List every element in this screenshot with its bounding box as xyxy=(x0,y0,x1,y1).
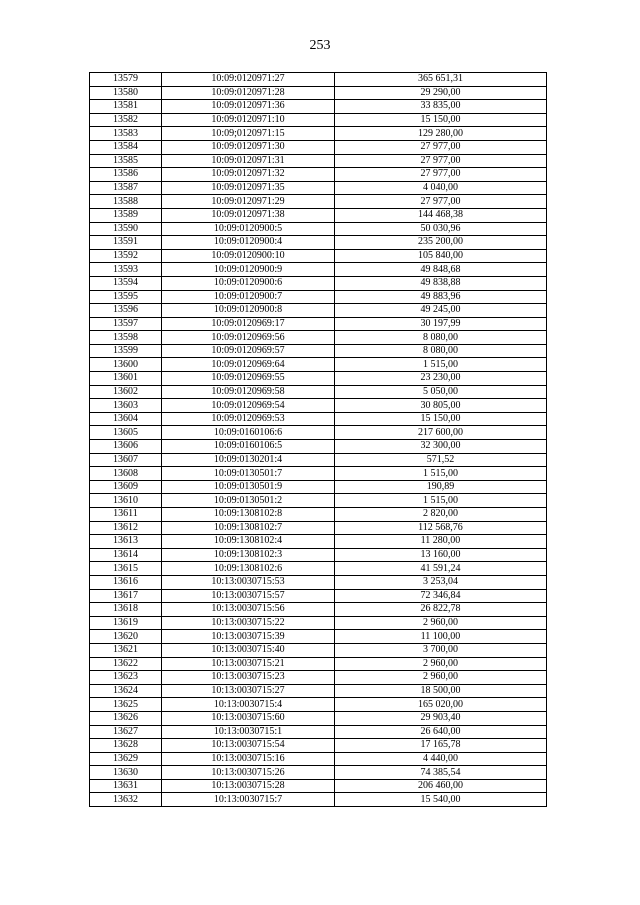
value-cell: 72 346,84 xyxy=(335,589,547,603)
table-row xyxy=(90,630,547,644)
cadastral-number-cell: 10:13:0030715:22 xyxy=(162,616,335,630)
value-cell: 49 245,00 xyxy=(335,304,547,318)
cadastral-number-cell: 10:09:0120971:31 xyxy=(162,154,335,168)
cadastral-number-cell: 10:09:0120971:29 xyxy=(162,195,335,209)
table-row xyxy=(90,643,547,657)
table-row xyxy=(90,521,547,535)
value-cell: 5 050,00 xyxy=(335,385,547,399)
table-row xyxy=(90,603,547,617)
row-number-cell: 13581 xyxy=(90,100,162,114)
row-number-cell: 13631 xyxy=(90,779,162,793)
row-number-cell: 13597 xyxy=(90,317,162,331)
cadastral-number-cell: 10:09:0120971:36 xyxy=(162,100,335,114)
table-row xyxy=(90,440,547,454)
row-number-cell: 13602 xyxy=(90,385,162,399)
cadastral-number-cell: 10:09;0120971:15 xyxy=(162,127,335,141)
row-number-cell: 13601 xyxy=(90,372,162,386)
value-cell: 15 540,00 xyxy=(335,793,547,807)
table-row xyxy=(90,222,547,236)
value-cell: 112 568,76 xyxy=(335,521,547,535)
value-cell: 50 030,96 xyxy=(335,222,547,236)
value-cell: 11 100,00 xyxy=(335,630,547,644)
table-row xyxy=(90,684,547,698)
cadastral-number-cell: 10:13:0030715:1 xyxy=(162,725,335,739)
table-row xyxy=(90,616,547,630)
cadastral-number-cell: 10:09:0120971:30 xyxy=(162,140,335,154)
value-cell: 3 253,04 xyxy=(335,575,547,589)
value-cell: 2 960,00 xyxy=(335,671,547,685)
row-number-cell: 13617 xyxy=(90,589,162,603)
row-number-cell: 13609 xyxy=(90,480,162,494)
value-cell: 105 840,00 xyxy=(335,249,547,263)
row-number-cell: 13607 xyxy=(90,453,162,467)
row-number-cell: 13593 xyxy=(90,263,162,277)
row-number-cell: 13585 xyxy=(90,154,162,168)
value-cell: 235 200,00 xyxy=(335,236,547,250)
value-cell: 32 300,00 xyxy=(335,440,547,454)
cadastral-number-cell: 10:09:1308102:3 xyxy=(162,548,335,562)
cadastral-number-cell: 10:13:0030715:28 xyxy=(162,779,335,793)
cadastral-number-cell: 10:09:1308102:7 xyxy=(162,521,335,535)
row-number-cell: 13615 xyxy=(90,562,162,576)
value-cell: 129 280,00 xyxy=(335,127,547,141)
row-number-cell: 13598 xyxy=(90,331,162,345)
row-number-cell: 13623 xyxy=(90,671,162,685)
table-row xyxy=(90,331,547,345)
value-cell: 49 883,96 xyxy=(335,290,547,304)
row-number-cell: 13583 xyxy=(90,127,162,141)
table-row xyxy=(90,535,547,549)
table-row xyxy=(90,100,547,114)
table-row xyxy=(90,127,547,141)
table-row xyxy=(90,399,547,413)
value-cell: 2 960,00 xyxy=(335,616,547,630)
table-row xyxy=(90,372,547,386)
cadastral-number-cell: 10:09:0120971:38 xyxy=(162,208,335,222)
cadastral-number-cell: 10:13:0030715:4 xyxy=(162,698,335,712)
cadastral-number-cell: 10:09:0130501:7 xyxy=(162,467,335,481)
value-cell: 18 500,00 xyxy=(335,684,547,698)
table-row xyxy=(90,358,547,372)
value-cell: 15 150,00 xyxy=(335,113,547,127)
cadastral-number-cell: 10:09:0120971:27 xyxy=(162,73,335,87)
table-row xyxy=(90,698,547,712)
table-body xyxy=(90,73,547,807)
table-row xyxy=(90,575,547,589)
table-row xyxy=(90,208,547,222)
value-cell: 74 385,54 xyxy=(335,766,547,780)
value-cell: 30 197,99 xyxy=(335,317,547,331)
value-cell: 30 805,00 xyxy=(335,399,547,413)
value-cell: 2 820,00 xyxy=(335,508,547,522)
row-number-cell: 13626 xyxy=(90,711,162,725)
table-row xyxy=(90,480,547,494)
row-number-cell: 13632 xyxy=(90,793,162,807)
table-row xyxy=(90,779,547,793)
value-cell: 571,52 xyxy=(335,453,547,467)
row-number-cell: 13611 xyxy=(90,508,162,522)
cadastral-number-cell: 10:09:0130501:9 xyxy=(162,480,335,494)
cadastral-number-cell: 10:13:0030715:53 xyxy=(162,575,335,589)
cadastral-number-cell: 10:09:0120969:58 xyxy=(162,385,335,399)
value-cell: 26 822,78 xyxy=(335,603,547,617)
value-cell: 17 165,78 xyxy=(335,739,547,753)
cadastral-number-cell: 10:13:0030715:21 xyxy=(162,657,335,671)
row-number-cell: 13594 xyxy=(90,276,162,290)
cadastral-number-cell: 10:09:0120971:32 xyxy=(162,168,335,182)
table-row xyxy=(90,113,547,127)
value-cell: 13 160,00 xyxy=(335,548,547,562)
value-cell: 15 150,00 xyxy=(335,412,547,426)
cadastral-number-cell: 10:13:0030715:40 xyxy=(162,643,335,657)
row-number-cell: 13584 xyxy=(90,140,162,154)
row-number-cell: 13589 xyxy=(90,208,162,222)
table-row xyxy=(90,793,547,807)
row-number-cell: 13603 xyxy=(90,399,162,413)
table-row xyxy=(90,467,547,481)
table-row xyxy=(90,181,547,195)
value-cell: 2 960,00 xyxy=(335,657,547,671)
row-number-cell: 13630 xyxy=(90,766,162,780)
table-row xyxy=(90,290,547,304)
table-row xyxy=(90,140,547,154)
row-number-cell: 13600 xyxy=(90,358,162,372)
row-number-cell: 13621 xyxy=(90,643,162,657)
value-cell: 190,89 xyxy=(335,480,547,494)
row-number-cell: 13624 xyxy=(90,684,162,698)
table-row xyxy=(90,344,547,358)
cadastral-number-cell: 10:09:0130201:4 xyxy=(162,453,335,467)
value-cell: 4 040,00 xyxy=(335,181,547,195)
row-number-cell: 13605 xyxy=(90,426,162,440)
cadastral-number-cell: 10:09:1308102:8 xyxy=(162,508,335,522)
table-row xyxy=(90,195,547,209)
cadastral-number-cell: 10:09:0160106:6 xyxy=(162,426,335,440)
row-number-cell: 13622 xyxy=(90,657,162,671)
cadastral-number-cell: 10:09:0120969:54 xyxy=(162,399,335,413)
value-cell: 1 515,00 xyxy=(335,467,547,481)
table-row xyxy=(90,453,547,467)
value-cell: 27 977,00 xyxy=(335,154,547,168)
value-cell: 26 640,00 xyxy=(335,725,547,739)
cadastral-number-cell: 10:09:0120969:17 xyxy=(162,317,335,331)
row-number-cell: 13595 xyxy=(90,290,162,304)
table-row xyxy=(90,154,547,168)
value-cell: 3 700,00 xyxy=(335,643,547,657)
row-number-cell: 13629 xyxy=(90,752,162,766)
table-row xyxy=(90,317,547,331)
cadastral-number-cell: 10:09:0120969:53 xyxy=(162,412,335,426)
cadastral-number-cell: 10:09:0120900:9 xyxy=(162,263,335,277)
table-row xyxy=(90,739,547,753)
value-cell: 8 080,00 xyxy=(335,344,547,358)
table-row xyxy=(90,426,547,440)
row-number-cell: 13591 xyxy=(90,236,162,250)
value-cell: 23 230,00 xyxy=(335,372,547,386)
cadastral-number-cell: 10:13:0030715:60 xyxy=(162,711,335,725)
row-number-cell: 13625 xyxy=(90,698,162,712)
row-number-cell: 13590 xyxy=(90,222,162,236)
cadastral-number-cell: 10:09:0120900:5 xyxy=(162,222,335,236)
table-row xyxy=(90,276,547,290)
table-row xyxy=(90,671,547,685)
row-number-cell: 13604 xyxy=(90,412,162,426)
cadastral-number-cell: 10:09:0120969:64 xyxy=(162,358,335,372)
row-number-cell: 13628 xyxy=(90,739,162,753)
value-cell: 27 977,00 xyxy=(335,195,547,209)
row-number-cell: 13580 xyxy=(90,86,162,100)
registry-table xyxy=(89,72,547,807)
cadastral-number-cell: 10:09:0120900:7 xyxy=(162,290,335,304)
value-cell: 49 838,88 xyxy=(335,276,547,290)
cadastral-number-cell: 10:09:0120900:8 xyxy=(162,304,335,318)
row-number-cell: 13627 xyxy=(90,725,162,739)
cadastral-number-cell: 10:13:0030715:39 xyxy=(162,630,335,644)
cadastral-number-cell: 10:13:0030715:54 xyxy=(162,739,335,753)
cadastral-number-cell: 10:13:0030715:56 xyxy=(162,603,335,617)
row-number-cell: 13587 xyxy=(90,181,162,195)
table-row xyxy=(90,711,547,725)
table-row xyxy=(90,73,547,87)
cadastral-number-cell: 10:13:0030715:7 xyxy=(162,793,335,807)
table-row xyxy=(90,548,547,562)
value-cell: 49 848,68 xyxy=(335,263,547,277)
table-row xyxy=(90,589,547,603)
table-row xyxy=(90,412,547,426)
row-number-cell: 13579 xyxy=(90,73,162,87)
row-number-cell: 13618 xyxy=(90,603,162,617)
row-number-cell: 13592 xyxy=(90,249,162,263)
value-cell: 29 903,40 xyxy=(335,711,547,725)
cadastral-number-cell: 10:09:0120969:57 xyxy=(162,344,335,358)
row-number-cell: 13612 xyxy=(90,521,162,535)
row-number-cell: 13586 xyxy=(90,168,162,182)
cadastral-number-cell: 10:09:0120900:10 xyxy=(162,249,335,263)
row-number-cell: 13619 xyxy=(90,616,162,630)
row-number-cell: 13606 xyxy=(90,440,162,454)
value-cell: 4 440,00 xyxy=(335,752,547,766)
value-cell: 29 290,00 xyxy=(335,86,547,100)
cadastral-number-cell: 10:09:0120971:35 xyxy=(162,181,335,195)
table-row xyxy=(90,766,547,780)
cadastral-number-cell: 10:09:0120969:56 xyxy=(162,331,335,345)
page-number: 253 xyxy=(309,38,331,53)
value-cell: 206 460,00 xyxy=(335,779,547,793)
cadastral-number-cell: 10:09:1308102:4 xyxy=(162,535,335,549)
table-row xyxy=(90,304,547,318)
row-number-cell: 13582 xyxy=(90,113,162,127)
value-cell: 8 080,00 xyxy=(335,331,547,345)
row-number-cell: 13599 xyxy=(90,344,162,358)
table-row xyxy=(90,385,547,399)
cadastral-number-cell: 10:09:0120969:55 xyxy=(162,372,335,386)
value-cell: 11 280,00 xyxy=(335,535,547,549)
table-row xyxy=(90,263,547,277)
value-cell: 165 020,00 xyxy=(335,698,547,712)
value-cell: 144 468,38 xyxy=(335,208,547,222)
cadastral-number-cell: 10:09:0120900:6 xyxy=(162,276,335,290)
value-cell: 27 977,00 xyxy=(335,140,547,154)
value-cell: 1 515,00 xyxy=(335,494,547,508)
value-cell: 1 515,00 xyxy=(335,358,547,372)
row-number-cell: 13610 xyxy=(90,494,162,508)
value-cell: 27 977,00 xyxy=(335,168,547,182)
table-row xyxy=(90,752,547,766)
row-number-cell: 13596 xyxy=(90,304,162,318)
table-row xyxy=(90,86,547,100)
cadastral-number-cell: 10:13:0030715:16 xyxy=(162,752,335,766)
row-number-cell: 13613 xyxy=(90,535,162,549)
cadastral-number-cell: 10:09:0120971:28 xyxy=(162,86,335,100)
row-number-cell: 13588 xyxy=(90,195,162,209)
cadastral-number-cell: 10:09:0120971:10 xyxy=(162,113,335,127)
cadastral-number-cell: 10:13:0030715:23 xyxy=(162,671,335,685)
value-cell: 41 591,24 xyxy=(335,562,547,576)
cadastral-number-cell: 10:09:0130501:2 xyxy=(162,494,335,508)
value-cell: 217 600,00 xyxy=(335,426,547,440)
row-number-cell: 13616 xyxy=(90,575,162,589)
table-row xyxy=(90,657,547,671)
cadastral-number-cell: 10:13:0030715:26 xyxy=(162,766,335,780)
cadastral-number-cell: 10:13:0030715:27 xyxy=(162,684,335,698)
row-number-cell: 13620 xyxy=(90,630,162,644)
table-row xyxy=(90,249,547,263)
table-row xyxy=(90,562,547,576)
value-cell: 365 651,31 xyxy=(335,73,547,87)
cadastral-number-cell: 10:09:1308102:6 xyxy=(162,562,335,576)
table-row xyxy=(90,236,547,250)
cadastral-number-cell: 10:09:0160106:5 xyxy=(162,440,335,454)
row-number-cell: 13614 xyxy=(90,548,162,562)
table-row xyxy=(90,168,547,182)
cadastral-number-cell: 10:13:0030715:57 xyxy=(162,589,335,603)
table-row xyxy=(90,494,547,508)
table-row xyxy=(90,508,547,522)
row-number-cell: 13608 xyxy=(90,467,162,481)
table-row xyxy=(90,725,547,739)
value-cell: 33 835,00 xyxy=(335,100,547,114)
cadastral-number-cell: 10:09:0120900:4 xyxy=(162,236,335,250)
